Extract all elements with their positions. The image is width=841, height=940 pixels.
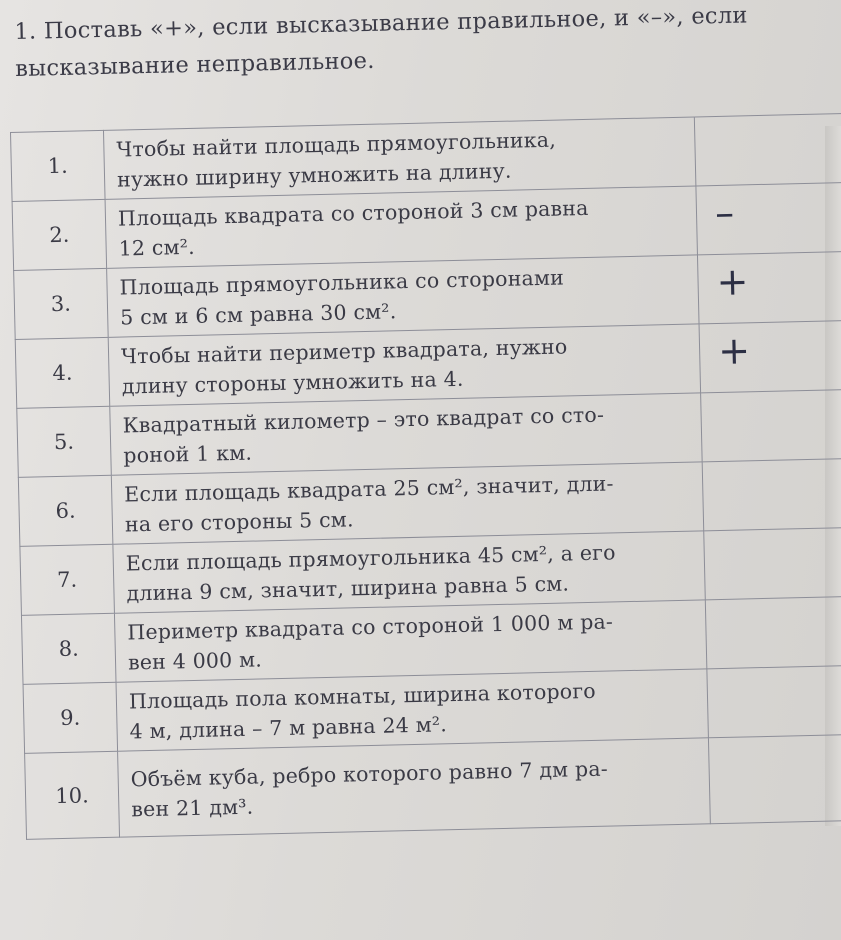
- answer-cell[interactable]: [697, 251, 841, 324]
- statement-line: вен 4 000 м.: [127, 647, 263, 675]
- statement-line: Площадь прямоугольника со сторонами: [119, 265, 565, 300]
- row-number: 1.: [11, 130, 106, 201]
- row-number: 2.: [12, 199, 107, 270]
- answer-cell[interactable]: [704, 527, 841, 600]
- answer-cell[interactable]: [694, 113, 841, 186]
- row-number: 8.: [21, 613, 116, 684]
- handwritten-mark: +: [717, 328, 751, 373]
- answer-cell[interactable]: [701, 389, 841, 462]
- statement-line: Объём куба, ребро которого равно 7 дм ра-: [130, 756, 609, 791]
- row-number: 9.: [23, 682, 118, 753]
- row-number: 5.: [17, 406, 112, 477]
- statement-line: вен 21 дм³.: [131, 794, 254, 821]
- statement-line: 4 м, длина – 7 м равна 24 м².: [129, 712, 448, 744]
- statement-line: роной 1 км.: [123, 440, 253, 468]
- statement-line: на его стороны 5 см.: [124, 507, 354, 537]
- row-number: 4.: [15, 337, 110, 408]
- statement-line: длина 9 см, значит, ширина равна 5 см.: [126, 571, 570, 606]
- statement-line: длину стороны умножить на 4.: [121, 366, 464, 399]
- statement-line: Если площадь квадрата 25 см², значит, дли-: [123, 471, 614, 507]
- row-number: 7.: [20, 544, 115, 615]
- handwritten-mark: +: [716, 259, 749, 305]
- statements-table: [10, 113, 841, 840]
- answer-cell[interactable]: [696, 182, 841, 255]
- statement-line: Чтобы найти площадь прямоугольника,: [116, 127, 557, 162]
- answer-cell[interactable]: [702, 458, 841, 531]
- statement-text: [118, 738, 711, 837]
- statement-line: нужно ширину умножить на длину.: [116, 158, 512, 192]
- task-instruction-line-2: высказывание неправильное.: [14, 47, 375, 82]
- statement-line: Периметр квадрата со стороной 1 000 м ра-: [127, 609, 614, 645]
- task-instruction: [14, 0, 830, 88]
- statement-line: Квадратный километр – это квадрат со сто-: [122, 402, 605, 438]
- statement-line: 5 см и 6 см равна 30 см².: [119, 299, 397, 330]
- table-row: [25, 734, 841, 839]
- statement-line: Если площадь прямоугольника 45 см², а его: [125, 540, 616, 576]
- row-number: 10.: [25, 751, 120, 839]
- statement-line: Площадь пола комнаты, ширина которого: [128, 678, 597, 714]
- statement-line: Площадь квадрата со стороной 3 см равна: [117, 195, 589, 231]
- row-number: 6.: [18, 475, 113, 546]
- answer-cell[interactable]: [707, 665, 841, 738]
- statement-line: 12 см².: [118, 234, 196, 261]
- answer-cell[interactable]: [705, 596, 841, 669]
- handwritten-mark: –: [714, 190, 735, 236]
- statements-table-wrapper: [10, 113, 841, 839]
- answer-cell[interactable]: [699, 320, 841, 393]
- row-number: 3.: [14, 268, 109, 339]
- task-instruction-line-1: 1. Поставь «+», если высказывание правильное, и «–», если: [14, 2, 748, 45]
- answer-cell[interactable]: [708, 734, 841, 824]
- statement-line: Чтобы найти периметр квадрата, нужно: [120, 334, 568, 369]
